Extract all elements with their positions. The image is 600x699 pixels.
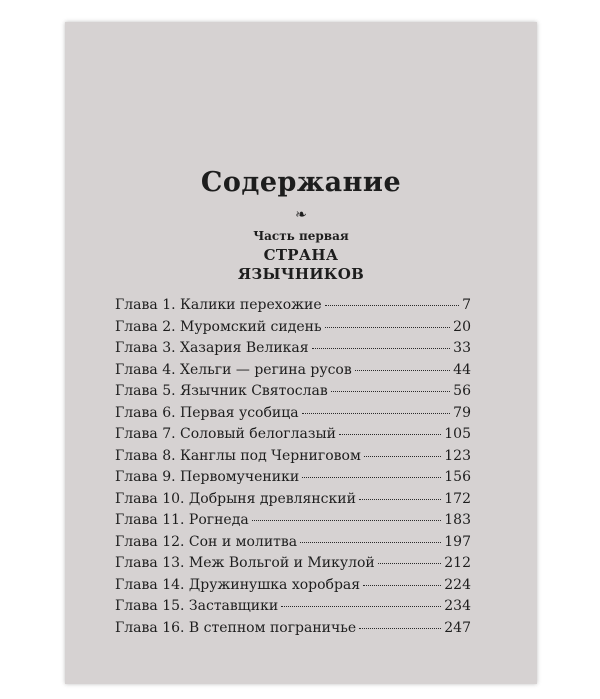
toc-chapter-title: Глава 10. Добрыня древлянский <box>115 490 356 507</box>
toc-page-number: 247 <box>444 619 471 636</box>
toc-page-number: 183 <box>444 512 471 528</box>
toc-page-number: 44 <box>453 361 471 378</box>
toc-page-number: 156 <box>444 469 471 485</box>
page-title: Содержание <box>200 167 402 199</box>
table-of-contents <box>115 297 471 641</box>
toc-row <box>115 319 471 341</box>
toc-leader <box>252 520 442 521</box>
toc-chapter-title: Глава 6. Первая усобица <box>115 404 299 421</box>
toc-page-number: 79 <box>453 404 471 421</box>
toc-row <box>115 297 471 319</box>
toc-row <box>115 448 471 470</box>
toc-chapter-title: Глава 2. Муромский сидень <box>115 318 322 335</box>
toc-leader <box>325 327 451 328</box>
toc-page-number: 20 <box>453 318 471 335</box>
toc-page-number: 197 <box>444 533 471 550</box>
toc-row <box>115 534 471 556</box>
toc-page-number: 172 <box>444 490 471 507</box>
toc-page-number: 123 <box>444 447 471 464</box>
toc-leader <box>364 456 441 457</box>
toc-row <box>115 383 471 405</box>
toc-leader <box>312 348 451 349</box>
toc-row <box>115 469 471 491</box>
toc-page-number: 212 <box>444 555 471 571</box>
toc-leader <box>339 434 441 435</box>
toc-row <box>115 620 471 642</box>
toc-chapter-title: Глава 1. Калики перехожие <box>115 297 322 313</box>
toc-chapter-title: Глава 5. Язычник Святослав <box>115 383 328 399</box>
toc-chapter-title: Глава 9. Первомученики <box>115 469 300 485</box>
part-name-line1: СТРАНА <box>263 246 339 264</box>
toc-chapter-title: Глава 4. Хельги — регина русов <box>115 361 352 378</box>
toc-page-number: 56 <box>453 383 471 399</box>
toc-chapter-title: Глава 11. Рогнеда <box>115 512 249 528</box>
toc-row <box>115 340 471 362</box>
toc-leader <box>363 585 441 586</box>
toc-chapter-title: Глава 15. Заставщики <box>115 598 279 614</box>
toc-chapter-title: Глава 13. Меж Вольгой и Микулой <box>115 555 375 571</box>
toc-leader <box>302 413 451 414</box>
toc-chapter-title: Глава 8. Канглы под Черниговом <box>115 447 361 464</box>
toc-leader <box>300 542 441 543</box>
toc-chapter-title: Глава 14. Дружинушка хоробрая <box>115 576 361 593</box>
toc-leader <box>355 370 450 371</box>
toc-chapter-title: Глава 16. В степном пограничье <box>115 619 357 636</box>
toc-chapter-title: Глава 12. Сон и молитва <box>115 533 298 550</box>
toc-page-number: 105 <box>444 426 471 442</box>
toc-chapter-title: Глава 7. Соловый белоглазый <box>115 426 336 442</box>
book-page <box>65 22 537 684</box>
part-name <box>65 246 537 284</box>
toc-leader <box>325 305 459 306</box>
toc-row <box>115 426 471 448</box>
toc-leader <box>359 499 441 500</box>
toc-row <box>115 577 471 599</box>
fleuron-icon: ❧ <box>295 207 307 223</box>
toc-page-number: 234 <box>444 598 471 614</box>
toc-page-number: 33 <box>453 340 471 356</box>
toc-page-number: 224 <box>444 576 471 593</box>
toc-leader <box>281 606 441 607</box>
part-label: Часть первая <box>253 229 349 243</box>
toc-leader <box>302 477 441 478</box>
toc-leader <box>359 628 441 629</box>
toc-row <box>115 512 471 534</box>
toc-row <box>115 555 471 577</box>
part-name-line2: ЯЗЫЧНИКОВ <box>237 265 365 283</box>
toc-row <box>115 491 471 513</box>
toc-row <box>115 362 471 384</box>
toc-page-number: 7 <box>462 297 471 313</box>
toc-leader <box>378 563 442 564</box>
toc-leader <box>331 391 450 392</box>
toc-row <box>115 405 471 427</box>
toc-chapter-title: Глава 3. Хазария Великая <box>115 340 309 356</box>
toc-row <box>115 598 471 620</box>
